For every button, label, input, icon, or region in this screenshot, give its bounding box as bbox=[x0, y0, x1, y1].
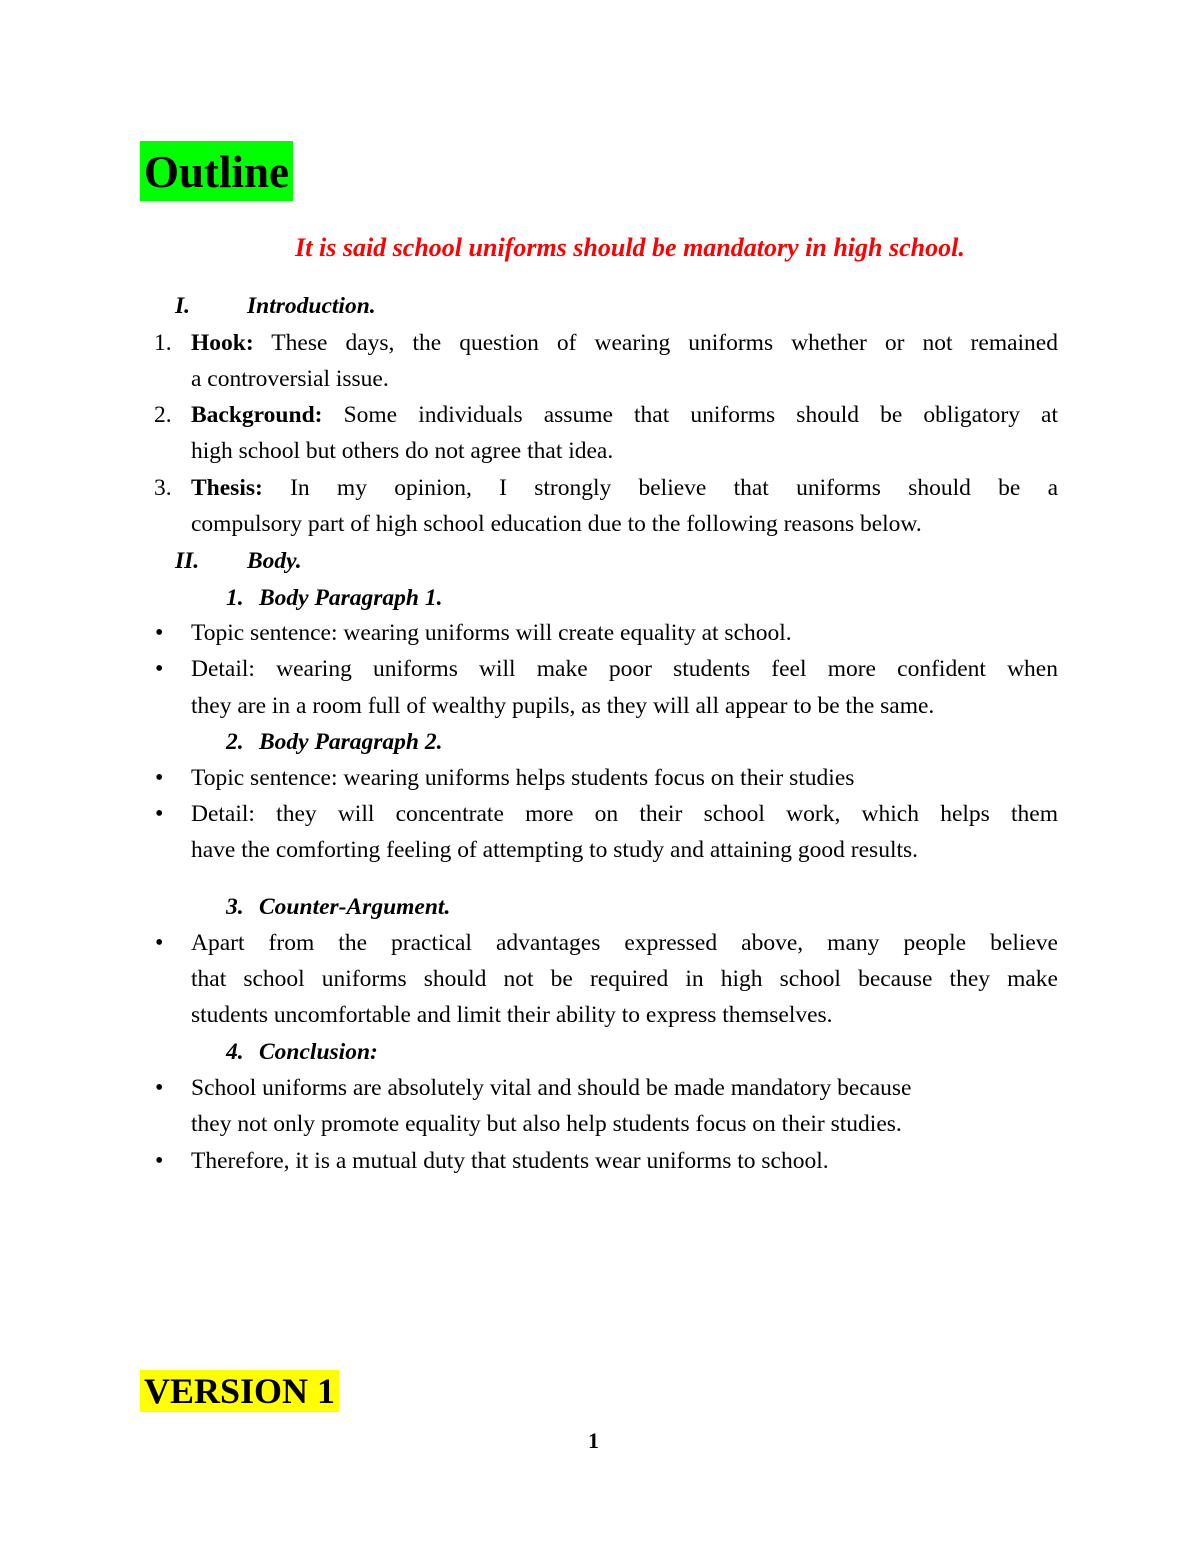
paragraph-1-detail-continued: they are in a room full of wealthy pupils, as they will all appear to be the same. bbox=[191, 693, 935, 719]
intro-item-label: Hook: bbox=[191, 330, 254, 356]
intro-item-hook bbox=[191, 325, 1058, 361]
intro-item-text-continued: high school but others do not agree that idea. bbox=[191, 438, 614, 464]
intro-item-thesis bbox=[191, 470, 1058, 506]
intro-item-label: Background: bbox=[191, 402, 323, 428]
paragraph-2-topic-sentence: Topic sentence: wearing uniforms helps students focus on their studies bbox=[191, 765, 855, 791]
conclusion-final-statement: Therefore, it is a mutual duty that students wear uniforms to school. bbox=[191, 1148, 829, 1174]
subsection-heading-paragraph-2: Body Paragraph 2. bbox=[259, 729, 443, 755]
intro-item-number: 2. bbox=[154, 402, 172, 428]
subsection-number: 4. bbox=[226, 1039, 244, 1065]
bullet-icon: • bbox=[155, 930, 164, 956]
intro-item-number: 3. bbox=[154, 475, 172, 501]
section-numeral-body: II. bbox=[175, 548, 200, 574]
intro-item-label: Thesis: bbox=[191, 475, 263, 501]
bullet-icon: • bbox=[155, 1148, 164, 1174]
paragraph-2-detail: Detail: they will concentrate more on their school work, which helps them bbox=[191, 801, 1058, 827]
conclusion-text: School uniforms are absolutely vital and should be made mandatory because bbox=[191, 1075, 912, 1101]
subsection-number: 2. bbox=[226, 729, 244, 755]
page-number: 1 bbox=[588, 1428, 599, 1453]
subsection-heading-paragraph-1: Body Paragraph 1. bbox=[259, 585, 443, 611]
bullet-icon: • bbox=[155, 656, 164, 682]
intro-item-text-continued: compulsory part of high school education due to the following reasons below. bbox=[191, 511, 922, 537]
counter-argument-text: Apart from the practical advantages expressed above, many people believe bbox=[191, 930, 1058, 956]
bullet-icon: • bbox=[155, 1075, 164, 1101]
intro-item-text: In my opinion, I strongly believe that uniforms should be a bbox=[262, 475, 1058, 501]
subsection-number: 1. bbox=[226, 585, 244, 611]
page-title: Outline bbox=[140, 141, 293, 201]
bullet-icon: • bbox=[155, 765, 164, 791]
section-numeral-introduction: I. bbox=[175, 293, 191, 319]
counter-argument-text-continued: students uncomfortable and limit their ability to express themselves. bbox=[191, 1002, 833, 1028]
intro-item-text: These days, the question of wearing uniforms whether or not remained bbox=[253, 330, 1058, 356]
version-label: VERSION 1 bbox=[140, 1370, 339, 1412]
intro-item-background bbox=[191, 397, 1058, 433]
subsection-heading-counter-argument: Counter-Argument. bbox=[259, 894, 451, 920]
bullet-icon: • bbox=[155, 801, 164, 827]
paragraph-1-topic-sentence: Topic sentence: wearing uniforms will create equality at school. bbox=[191, 620, 792, 646]
paragraph-1-detail: Detail: wearing uniforms will make poor students feel more confident when bbox=[191, 656, 1058, 682]
intro-item-text-continued: a controversial issue. bbox=[191, 366, 389, 392]
subsection-heading-conclusion: Conclusion: bbox=[259, 1039, 378, 1065]
bullet-icon: • bbox=[155, 620, 164, 646]
section-heading-introduction: Introduction. bbox=[247, 293, 376, 319]
intro-item-number: 1. bbox=[154, 330, 172, 356]
paragraph-2-detail-continued: have the comforting feeling of attempting to study and attaining good results. bbox=[191, 837, 919, 863]
thesis-statement: It is said school uniforms should be mandatory in high school. bbox=[295, 233, 965, 262]
intro-item-text: Some individuals assume that uniforms should be obligatory at bbox=[322, 402, 1058, 428]
counter-argument-text-continued: that school uniforms should not be required in high school because they make bbox=[191, 966, 1058, 992]
subsection-number: 3. bbox=[226, 894, 244, 920]
conclusion-text-continued: they not only promote equality but also help students focus on their studies. bbox=[191, 1111, 902, 1137]
section-heading-body: Body. bbox=[247, 548, 302, 574]
